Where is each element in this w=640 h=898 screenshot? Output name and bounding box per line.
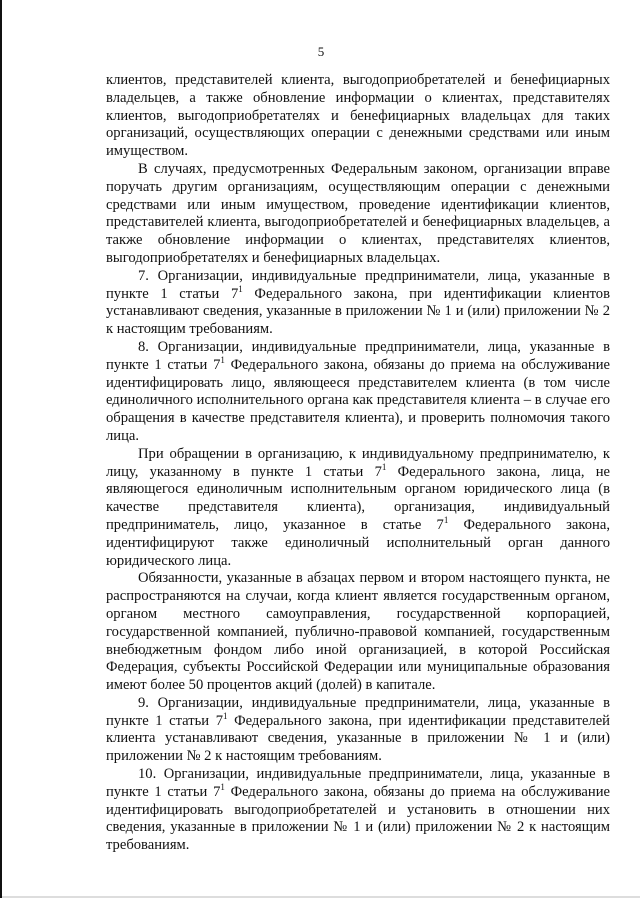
paragraph-text: 9. Организации, индивидуальные предприниматели, лица, указанные в пункте 1 статьи 7 xyxy=(106,694,610,729)
paragraph xyxy=(106,446,610,571)
paragraph-text: 7. Организации, индивидуальные предприниматели, лица, указанные в пункте 1 статьи 7 xyxy=(106,267,610,302)
paragraph-text: При обращении в организацию, к индивидуальному предпринимателю, к лицу, указанному в пункте 1 статьи 7 xyxy=(106,445,610,480)
paragraph-text: В случаях, предусмотренных Федеральным законом, организации вправе поручать другим организациям, осуществляющим операции с денежными средствами или иным имуществом, проведение идентификации клиентов, представителей клиента, выгодоприобретателей и бенефициарных владельцев, а также обновление информации о клиентах, представителях клиентов, выгодоприобретателях и бенефициарных владельцах. xyxy=(106,160,610,266)
footnote-superscript: 1 xyxy=(220,354,225,365)
paragraph-text: Федерального закона, при идентификации клиентов устанавливают сведения, указанные в приложении № 1 и (или) приложении № 2 к настоящим требованиям. xyxy=(106,285,610,338)
paragraph-text: 8. Организации, индивидуальные предприниматели, лица, указанные в пункте 1 статьи 7 xyxy=(106,338,610,373)
paragraph-text: Федерального закона, обязаны до приема на обслуживание идентифицировать лицо, являющееся представителем клиента (в том числе единоличного исполнительного органа как представителя клиента – в случае его обращения в качестве представителя клиента), и проверить полномочия такого лица. xyxy=(106,356,610,444)
paragraph-text: 10. Организации, индивидуальные предприниматели, лица, указанные в пункте 1 статьи 7 xyxy=(106,766,610,800)
paragraph xyxy=(106,339,610,446)
footnote-superscript: 1 xyxy=(443,515,449,526)
footnote-superscript: 1 xyxy=(220,782,225,793)
paragraph xyxy=(106,766,610,855)
paragraph-text: Обязанности, указанные в абзацах первом и втором настоящего пункта, не распространяются на случаи, когда клиент является государственным органом, органом местного самоуправления, государственной корпорацией, государственной компанией, публично-правовой компанией, государственным внебюджетным фондом либо иной организацией, в которой Российская Федерация, субъекты Российской Федерации или муниципальные образования имеют более 50 процентов акций (долей) в капитале. xyxy=(106,570,610,694)
paragraph xyxy=(106,570,610,695)
paragraph xyxy=(106,72,610,161)
document-body xyxy=(106,72,610,855)
paragraph-text: Федерального закона, идентифицируют также единоличный исполнительный орган данного юридического лица. xyxy=(106,516,610,569)
paragraph xyxy=(106,695,610,766)
page-number: 5 xyxy=(317,44,325,59)
paragraph-text: Федерального закона, лица, не являющегося единоличным исполнительным органом юридического лица (в качестве представителя клиента), организация, индивидуальный предприниматель, лицо, указанное в статье 7 xyxy=(106,463,610,533)
paragraph xyxy=(106,268,610,339)
paragraph-text: Федерального закона, при идентификации представителей клиента устанавливают сведения, указанные в приложении № 1 и (или) приложении № 2 к настоящим требованиям. xyxy=(106,712,610,765)
footnote-superscript: 1 xyxy=(381,461,387,472)
footnote-superscript: 1 xyxy=(238,283,243,294)
footnote-superscript: 1 xyxy=(223,710,228,721)
paragraph-text: Федерального закона, обязаны до приема на обслуживание идентифицировать выгодоприобретателей и установить в отношении них сведения, указанные в приложении № 1 и (или) приложении № 2 к настоящим требованиям. xyxy=(106,783,610,854)
paragraph-text: клиентов, представителей клиента, выгодоприобретателей и бенефициарных владельцев, а также обновление информации о клиентах, представителях клиентов, выгодоприобретателях и бенефициарных владельцах для таких организаций, осуществляющих операции с денежными средствами или иным имуществом. xyxy=(106,72,610,160)
paragraph xyxy=(106,161,610,268)
